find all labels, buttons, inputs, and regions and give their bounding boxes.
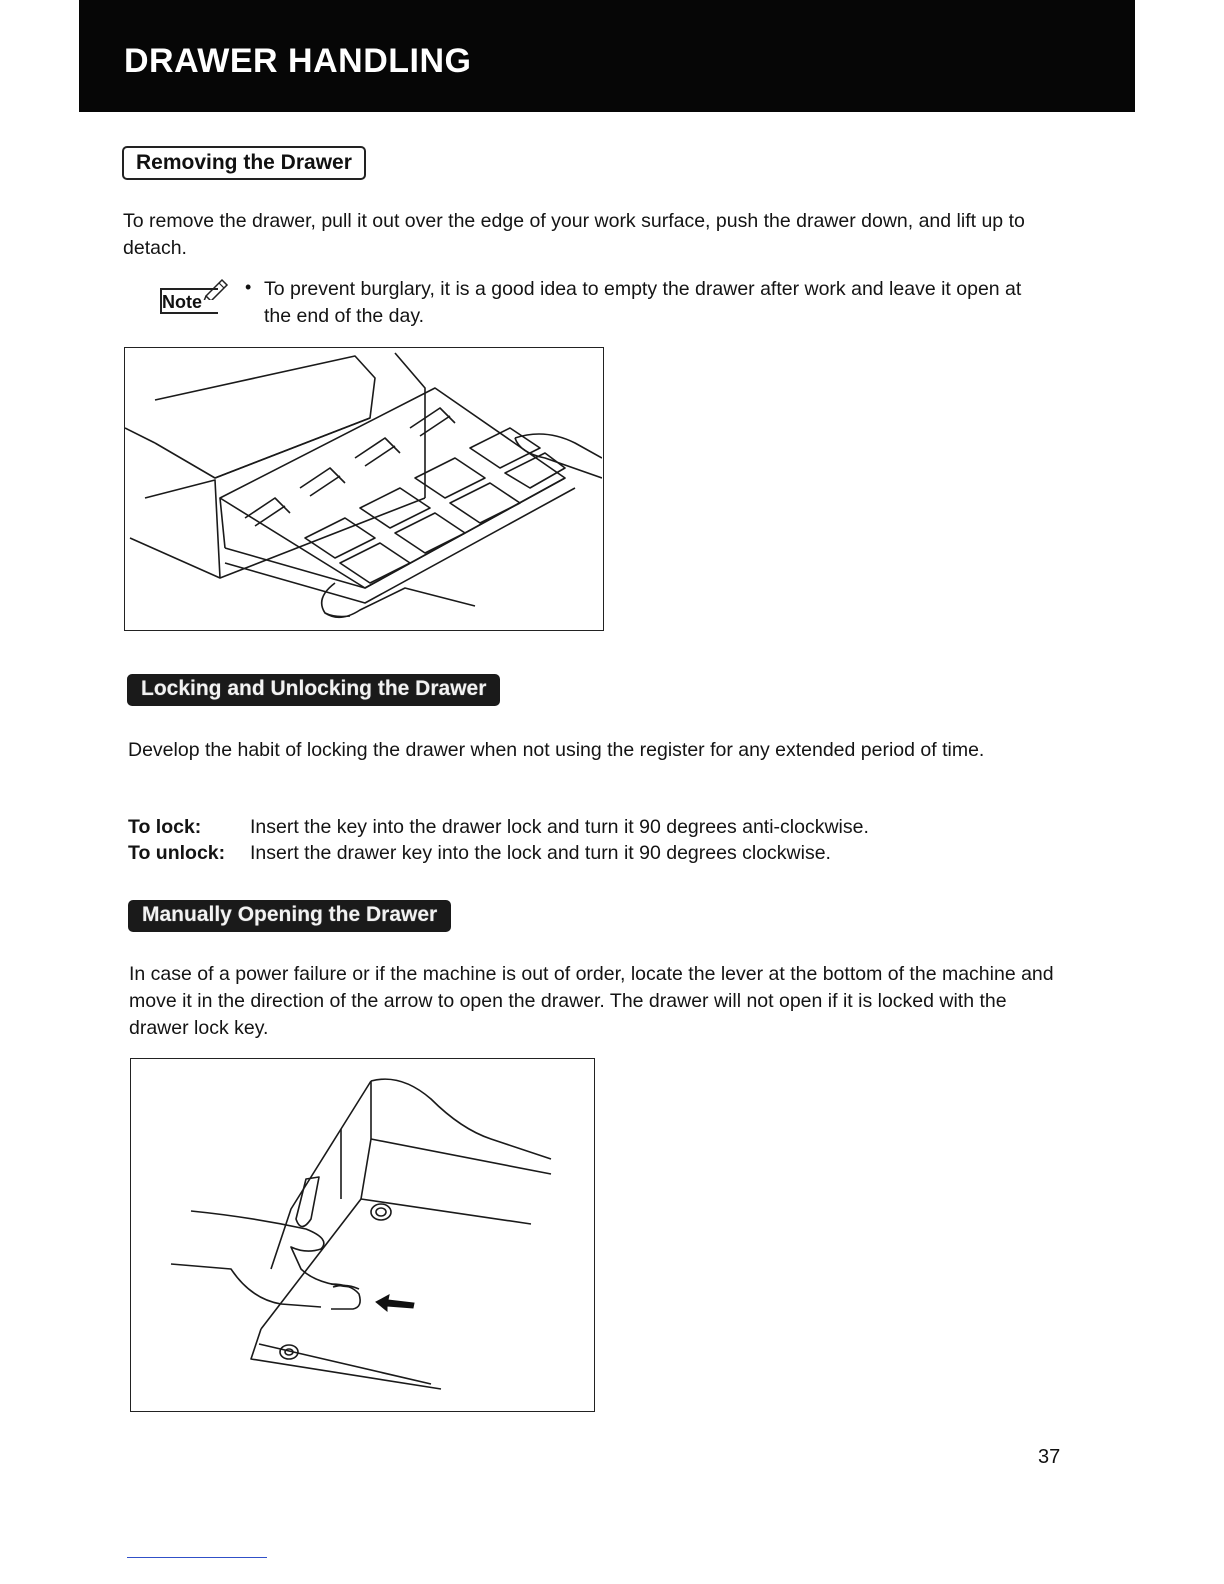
lock-instruction-row xyxy=(128,814,1078,841)
drawer-removal-drawing xyxy=(125,348,602,629)
manual-body-text: In case of a power failure or if the machine is out of order, locate the lever at the bottom of the machine and move it in the direction of the arrow to open the drawer. The drawer will not open if it is locked with the drawer lock key. xyxy=(129,963,1054,1039)
unlock-definition: Insert the drawer key into the lock and turn it 90 degrees clockwise. xyxy=(250,842,831,864)
drawer-removal-illustration xyxy=(124,347,604,631)
unlock-term: To unlock: xyxy=(128,842,226,864)
locking-body-text: Develop the habit of locking the drawer when not using the register for any extended period of time. xyxy=(128,739,985,761)
section-heading-removing: Removing the Drawer xyxy=(122,146,366,180)
page-header xyxy=(79,0,1135,112)
note-badge xyxy=(160,288,222,316)
note-bullet: • xyxy=(245,277,252,297)
manual-lever-illustration xyxy=(130,1058,595,1412)
pencil-note-icon xyxy=(202,274,232,300)
section-heading-locking: Locking and Unlocking the Drawer xyxy=(127,674,500,706)
page-number: 37 xyxy=(1038,1446,1061,1468)
footer-rule xyxy=(127,1557,267,1558)
section-heading-manual: Manually Opening the Drawer xyxy=(128,900,451,932)
note-label: Note xyxy=(162,292,202,312)
unlock-instruction-row xyxy=(128,840,1078,867)
manual-lever-drawing xyxy=(131,1059,593,1410)
removing-body-text: To remove the drawer, pull it out over the edge of your work surface, push the drawer down, and lift up to detach. xyxy=(123,210,1025,259)
note-text: To prevent burglary, it is a good idea to empty the drawer after work and leave it open at the end of the day. xyxy=(264,278,1022,327)
lock-definition: Insert the key into the drawer lock and turn it 90 degrees anti-clockwise. xyxy=(250,816,869,838)
left-arrow-icon xyxy=(376,1295,414,1311)
lock-term: To lock: xyxy=(128,816,202,838)
page-title: DRAWER HANDLING xyxy=(124,42,472,80)
